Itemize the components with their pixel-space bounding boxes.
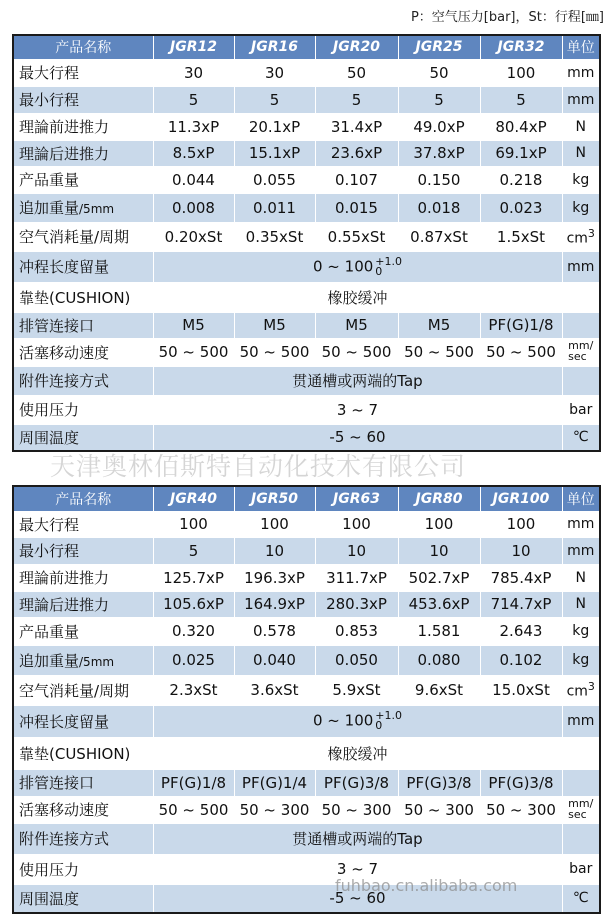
- unit-header: 单位: [562, 486, 600, 511]
- model-header: JGR12: [153, 35, 234, 59]
- row-cushion: [13, 282, 600, 312]
- unit-cell: ℃: [562, 424, 600, 451]
- cell: PF(G)3/8: [480, 769, 562, 796]
- cell: M5: [315, 312, 398, 338]
- row-pressure: [13, 395, 600, 424]
- cell: 80.4xP: [480, 113, 562, 140]
- row-label: 靠垫(CUSHION): [13, 737, 153, 769]
- row-label: 附件连接方式: [13, 366, 153, 395]
- row-label-sub: /5mm: [79, 654, 115, 669]
- row-mounting: [13, 366, 600, 395]
- unit-cell: [562, 282, 600, 312]
- row-label: 附件连接方式: [13, 823, 153, 854]
- pressure-stroke-legend: P：空气压力[bar]，St：行程[㎜]: [410, 10, 604, 25]
- unit-cell: $cm^3$: [562, 222, 600, 251]
- cell-merged: 0 ~ 100 +1.0 0: [153, 705, 562, 737]
- cell: 0.040: [234, 645, 315, 675]
- cell: 15.0xSt: [480, 675, 562, 705]
- company-watermark: 天津奥林佰斯特自动化技术有限公司: [50, 452, 467, 481]
- row-label: 周围温度: [13, 424, 153, 451]
- cell: M5: [398, 312, 480, 338]
- unit-cell: N: [562, 591, 600, 617]
- row-mounting: [13, 823, 600, 854]
- cell: 100: [398, 511, 480, 537]
- cell: 3.6xSt: [234, 675, 315, 705]
- row-label: 最大行程: [13, 511, 153, 537]
- unit-cell: mm: [562, 537, 600, 564]
- site-watermark: fuhbao.cn.alibaba.com: [335, 876, 518, 895]
- cell: 23.6xP: [315, 140, 398, 166]
- row-stroke-tolerance: [13, 705, 600, 737]
- cell: 50 ~ 500: [153, 796, 234, 823]
- cell: 9.6xSt: [398, 675, 480, 705]
- model-header: JGR80: [398, 486, 480, 511]
- cell: 0.87xSt: [398, 222, 480, 251]
- cell: 100: [153, 511, 234, 537]
- row-air-consumption: [13, 222, 600, 251]
- row-cushion: [13, 737, 600, 769]
- row-label: 靠垫(CUSHION): [13, 282, 153, 312]
- row-force-forward: [13, 564, 600, 591]
- row-min-stroke: [13, 537, 600, 564]
- unit-cell: $cm^3$: [562, 675, 600, 705]
- row-label: 活塞移动速度: [13, 338, 153, 366]
- cell: 15.1xP: [234, 140, 315, 166]
- cell-merged: 贯通槽或两端的Tap: [153, 823, 562, 854]
- row-label: 理論前进推力: [13, 113, 153, 140]
- row-label: 使用压力: [13, 854, 153, 884]
- product-name-header: 产品名称: [13, 486, 153, 511]
- cell: 5.9xSt: [315, 675, 398, 705]
- row-stroke-tolerance: [13, 251, 600, 282]
- cell: 50 ~ 500: [315, 338, 398, 366]
- row-force-back: [13, 140, 600, 166]
- model-header: JGR25: [398, 35, 480, 59]
- spec-table-jgr12-32: [12, 34, 601, 452]
- cell: 0.015: [315, 193, 398, 222]
- row-label: 理論后进推力: [13, 140, 153, 166]
- row-max-stroke: [13, 59, 600, 86]
- cell: 37.8xP: [398, 140, 480, 166]
- row-port: [13, 769, 600, 796]
- cell: PF(G)1/4: [234, 769, 315, 796]
- unit-cell: mm: [562, 511, 600, 537]
- cell: 0.008: [153, 193, 234, 222]
- cell: 20.1xP: [234, 113, 315, 140]
- cell: 0.218: [480, 166, 562, 193]
- row-label: 空气消耗量/周期: [13, 675, 153, 705]
- cell: 5: [315, 86, 398, 113]
- cell: 50 ~ 500: [398, 338, 480, 366]
- cell: 714.7xP: [480, 591, 562, 617]
- row-piston-speed: [13, 338, 600, 366]
- cell: 10: [398, 537, 480, 564]
- cell: 5: [398, 86, 480, 113]
- row-min-stroke: [13, 86, 600, 113]
- cell: 0.025: [153, 645, 234, 675]
- cell: 50 ~ 500: [480, 338, 562, 366]
- cell: 0.55xSt: [315, 222, 398, 251]
- cell: 0.107: [315, 166, 398, 193]
- cell: 0.055: [234, 166, 315, 193]
- cell: 0.20xSt: [153, 222, 234, 251]
- cell: 11.3xP: [153, 113, 234, 140]
- unit-cell: bar: [562, 395, 600, 424]
- cell: 50 ~ 300: [480, 796, 562, 823]
- unit-cell: [562, 769, 600, 796]
- cell: 0.578: [234, 617, 315, 645]
- cell-merged: -5 ~ 60: [153, 424, 562, 451]
- row-label: 使用压力: [13, 395, 153, 424]
- cell: 0.011: [234, 193, 315, 222]
- unit-cell: mm: [562, 59, 600, 86]
- cell: 5: [153, 86, 234, 113]
- cell: 49.0xP: [398, 113, 480, 140]
- cell-merged: 0 ~ 100 +1.0 0: [153, 251, 562, 282]
- row-label: 排管连接口: [13, 769, 153, 796]
- cell: 0.050: [315, 645, 398, 675]
- row-label-main: 追加重量: [19, 199, 80, 217]
- model-header: JGR20: [315, 35, 398, 59]
- cell: 8.5xP: [153, 140, 234, 166]
- cell: 30: [234, 59, 315, 86]
- cell: 10: [315, 537, 398, 564]
- product-name-header: 产品名称: [13, 35, 153, 59]
- spec-table-jgr40-100: [12, 485, 601, 914]
- cell: 0.150: [398, 166, 480, 193]
- cell: 31.4xP: [315, 113, 398, 140]
- cell: 50 ~ 500: [234, 338, 315, 366]
- row-label: 产品重量: [13, 617, 153, 645]
- row-label: 理論前进推力: [13, 564, 153, 591]
- row-weight: [13, 617, 600, 645]
- cell: 311.7xP: [315, 564, 398, 591]
- cell: 0.044: [153, 166, 234, 193]
- row-label: 排管连接口: [13, 312, 153, 338]
- cell: PF(G)3/8: [315, 769, 398, 796]
- cell: 453.6xP: [398, 591, 480, 617]
- cell-merged: 3 ~ 7: [153, 395, 562, 424]
- unit-cell: mm: [562, 705, 600, 737]
- cell: 50: [398, 59, 480, 86]
- cell: 125.7xP: [153, 564, 234, 591]
- row-label: [13, 193, 153, 222]
- row-label-sub: /5mm: [79, 202, 115, 216]
- row-label: 冲程长度留量: [13, 251, 153, 282]
- cell: 5: [234, 86, 315, 113]
- row-label: [13, 645, 153, 675]
- cell: 50 ~ 300: [315, 796, 398, 823]
- row-force-back: [13, 591, 600, 617]
- unit-cell: kg: [562, 645, 600, 675]
- cell: 5: [153, 537, 234, 564]
- model-header: JGR63: [315, 486, 398, 511]
- row-max-stroke: [13, 511, 600, 537]
- row-weight: [13, 166, 600, 193]
- unit-cell: mm/ sec: [562, 796, 600, 823]
- cell: 0.320: [153, 617, 234, 645]
- cell: 100: [480, 59, 562, 86]
- cell: 164.9xP: [234, 591, 315, 617]
- row-force-forward: [13, 113, 600, 140]
- cell: 0.023: [480, 193, 562, 222]
- unit-cell: [562, 823, 600, 854]
- row-label: 最大行程: [13, 59, 153, 86]
- model-header: JGR100: [480, 486, 562, 511]
- row-port: [13, 312, 600, 338]
- row-air-consumption: [13, 675, 600, 705]
- cell-merged: 橡胶缓冲: [153, 282, 562, 312]
- model-header: JGR16: [234, 35, 315, 59]
- cell: 100: [234, 511, 315, 537]
- cell: 502.7xP: [398, 564, 480, 591]
- row-label: 产品重量: [13, 166, 153, 193]
- unit-cell: N: [562, 113, 600, 140]
- cell: PF(G)1/8: [153, 769, 234, 796]
- cell: 100: [315, 511, 398, 537]
- cell: 1.5xSt: [480, 222, 562, 251]
- cell: 10: [480, 537, 562, 564]
- cell: 50 ~ 300: [398, 796, 480, 823]
- model-header: JGR40: [153, 486, 234, 511]
- cell: 50: [315, 59, 398, 86]
- cell: 50 ~ 500: [153, 338, 234, 366]
- cell: 10: [234, 537, 315, 564]
- row-label: 活塞移动速度: [13, 796, 153, 823]
- unit-cell: ℃: [562, 884, 600, 913]
- cell: M5: [234, 312, 315, 338]
- unit-cell: N: [562, 140, 600, 166]
- row-label: 最小行程: [13, 86, 153, 113]
- cell: 100: [480, 511, 562, 537]
- unit-cell: [562, 312, 600, 338]
- cell: 5: [480, 86, 562, 113]
- cell: 0.018: [398, 193, 480, 222]
- cell: 2.643: [480, 617, 562, 645]
- row-piston-speed: [13, 796, 600, 823]
- cell-merged: -5 ~ 60: [153, 884, 562, 913]
- unit-header: 单位: [562, 35, 600, 59]
- unit-cell: kg: [562, 617, 600, 645]
- cell: 196.3xP: [234, 564, 315, 591]
- cell: 69.1xP: [480, 140, 562, 166]
- cell: M5: [153, 312, 234, 338]
- unit-cell: mm/ sec: [562, 338, 600, 366]
- cell: 0.080: [398, 645, 480, 675]
- cell-merged: 贯通槽或两端的Tap: [153, 366, 562, 395]
- cell: 0.35xSt: [234, 222, 315, 251]
- unit-cell: [562, 366, 600, 395]
- cell-merged: 3 ~ 7: [153, 854, 562, 884]
- row-label: 空气消耗量/周期: [13, 222, 153, 251]
- unit-cell: kg: [562, 193, 600, 222]
- cell: 0.102: [480, 645, 562, 675]
- row-label: 理論后进推力: [13, 591, 153, 617]
- cell: PF(G)1/8: [480, 312, 562, 338]
- unit-cell: mm: [562, 251, 600, 282]
- cell: 0.853: [315, 617, 398, 645]
- cell: 2.3xSt: [153, 675, 234, 705]
- row-label: 最小行程: [13, 537, 153, 564]
- row-extra-weight: [13, 645, 600, 675]
- cell: 1.581: [398, 617, 480, 645]
- model-header: JGR32: [480, 35, 562, 59]
- cell: 280.3xP: [315, 591, 398, 617]
- cell: PF(G)3/8: [398, 769, 480, 796]
- unit-cell: bar: [562, 854, 600, 884]
- row-label: 周围温度: [13, 884, 153, 913]
- row-label: 冲程长度留量: [13, 705, 153, 737]
- unit-cell: kg: [562, 166, 600, 193]
- cell-merged: 橡胶缓冲: [153, 737, 562, 769]
- cell: 785.4xP: [480, 564, 562, 591]
- cell: 50 ~ 300: [234, 796, 315, 823]
- row-label-main: 追加重量: [19, 651, 80, 670]
- unit-cell: [562, 737, 600, 769]
- cell: 105.6xP: [153, 591, 234, 617]
- row-extra-weight: [13, 193, 600, 222]
- cell: 30: [153, 59, 234, 86]
- model-header: JGR50: [234, 486, 315, 511]
- unit-cell: N: [562, 564, 600, 591]
- unit-cell: mm: [562, 86, 600, 113]
